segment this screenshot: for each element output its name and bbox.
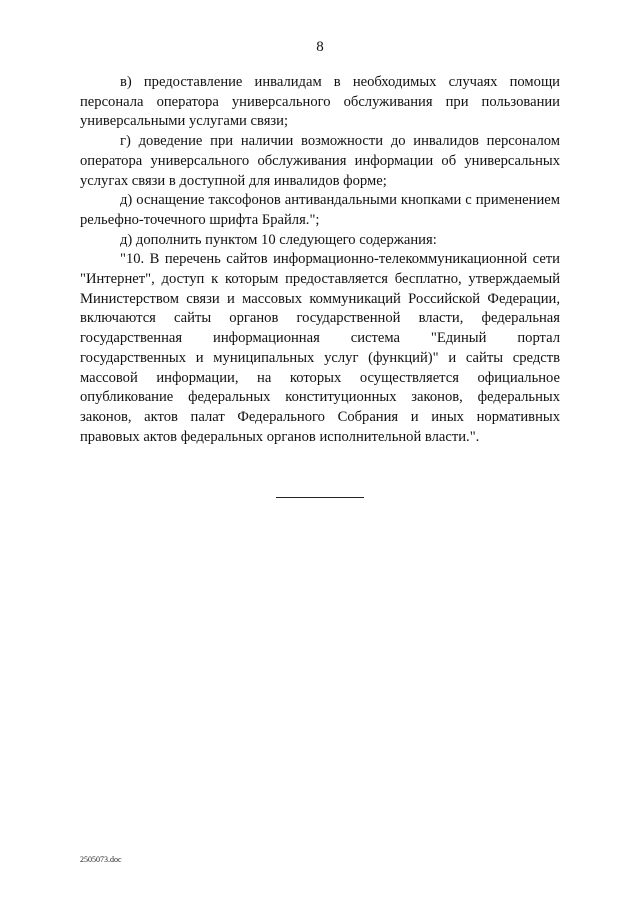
- paragraph-d-amendment: д) дополнить пунктом 10 следующего содержания:: [120, 231, 437, 248]
- page-number: 8: [316, 39, 324, 55]
- document-body: [80, 73, 560, 447]
- paragraph-g: г) доведение при наличии возможности до инвалидов персоналом оператора универсального обслуживания информации об универсальных услугах связи в доступной для инвалидов форме;: [80, 133, 560, 189]
- paragraph-v: в) предоставление инвалидам в необходимых случаях помощи персонала оператора универсального обслуживания при пользовании универсальными услугами связи;: [80, 74, 560, 130]
- end-separator-line: [276, 497, 364, 498]
- footer-doc-id: 2505073.doc: [80, 855, 122, 864]
- paragraph-d-equipment: д) оснащение таксофонов антивандальными кнопками с применением рельефно-точечного шрифта Брайля.";: [80, 192, 560, 228]
- paragraph-item-10: "10. В перечень сайтов информационно-телекоммуникационной сети "Интернет", доступ к которым предоставляется бесплатно, утверждаемый Министерством связи и массовых коммуникаций Российской Федерации, включаются сайты органов государственной власти, федеральная государственная информационная система "Единый портал государственных и муниципальных услуг (функций)" и сайты средств массовой информации, на которых осуществляется официальное опубликование федеральных конституционных законов, федеральных законов, актов палат Федерального Собрания и иных нормативных правовых актов федеральных органов исполнительной власти.".: [80, 251, 560, 445]
